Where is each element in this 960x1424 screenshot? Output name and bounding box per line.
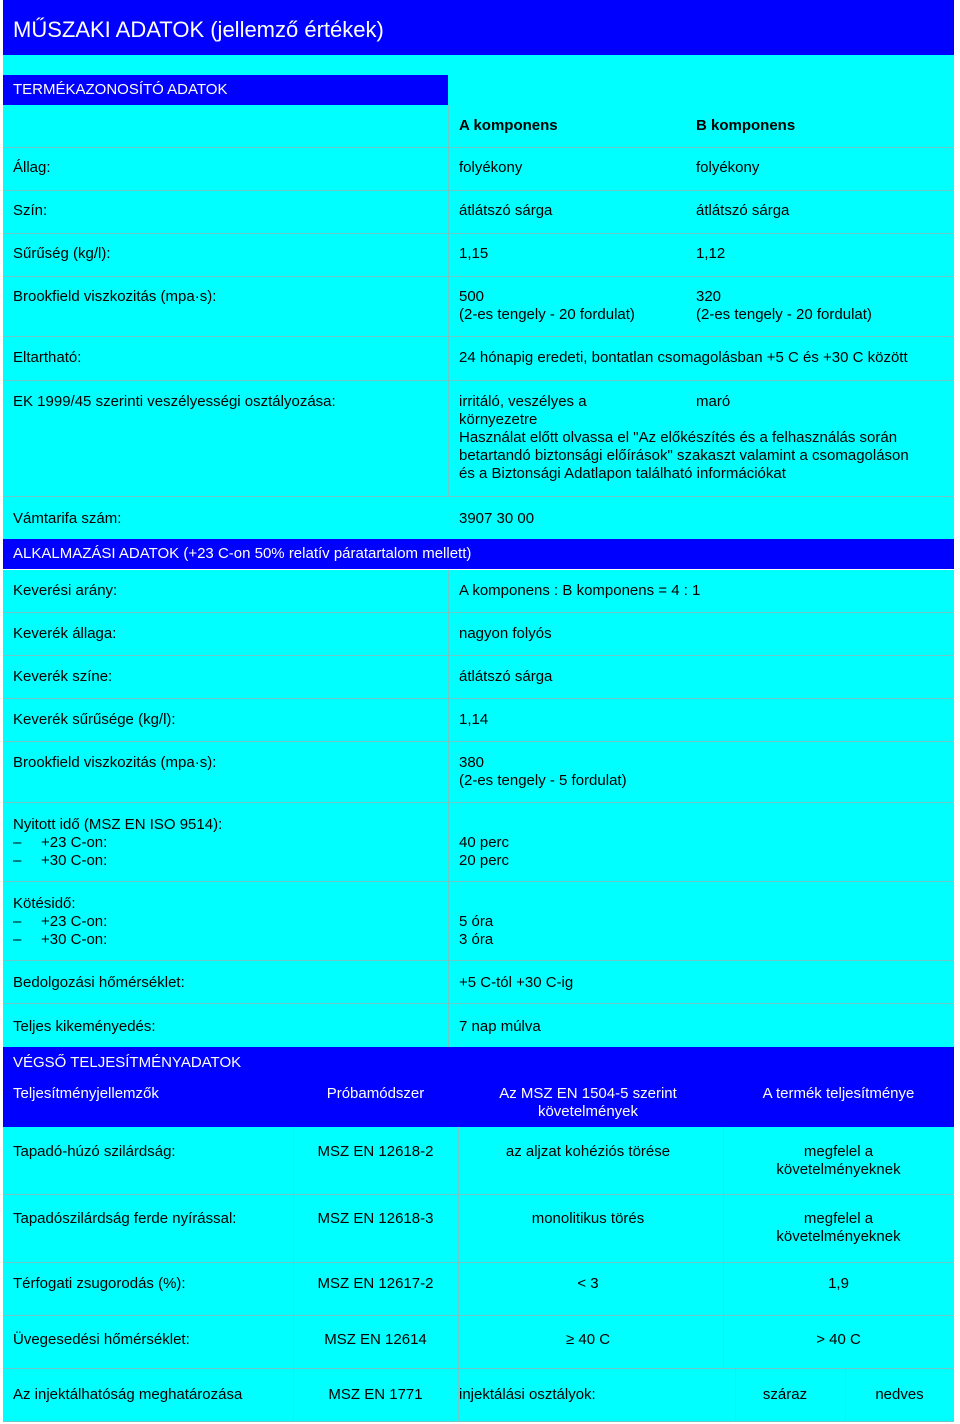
set-time-value: 5 óra (459, 913, 494, 930)
product-row (3, 148, 954, 191)
cure-label: Teljes kikeményedés: (13, 1018, 156, 1035)
perf-row-result: 1,9 (828, 1275, 849, 1292)
dash-icon: – (13, 852, 22, 869)
application-row-label: Keverék színe: (13, 668, 113, 685)
section-performance-header (3, 1047, 954, 1127)
perf-row-method: MSZ EN 12617-2 (317, 1275, 434, 1292)
application-row (3, 570, 954, 613)
perf-row-method: MSZ EN 1771 (328, 1386, 423, 1403)
column-divider (448, 105, 449, 497)
dash-icon: – (13, 913, 22, 930)
perf-row-name: Üvegesedési hőmérséklet: (13, 1331, 190, 1348)
storage-row (3, 337, 954, 381)
product-row-label: Szín: (13, 202, 48, 219)
perf-row-result-cont: követelményeknek (776, 1161, 901, 1178)
section-product-header (3, 75, 448, 105)
open-time-sub: +30 C-on: (41, 852, 108, 869)
perf-row-name: Tapadószilárdság ferde nyírással: (13, 1210, 237, 1227)
perf-row-result: megfelel a (803, 1143, 874, 1160)
hazard-a: irritáló, veszélyes a (459, 393, 587, 410)
section-product-header-fill (448, 55, 954, 105)
perf-row (3, 1316, 954, 1369)
application-row (3, 742, 954, 803)
hazard-a-cont: környezetre (459, 411, 538, 428)
customs-value: 3907 30 00 (459, 510, 535, 527)
open-time-value: 40 perc (459, 834, 510, 851)
title-gap-fill (3, 55, 448, 75)
product-row-label: Brookfield viszkozitás (mpa·s): (13, 288, 217, 305)
perf-divider (293, 1127, 294, 1421)
perf-divider (723, 1127, 724, 1369)
perf-row-method: MSZ EN 12618-3 (317, 1210, 434, 1227)
page-title-bar (3, 0, 954, 55)
perf-row-result: megfelel a (803, 1210, 874, 1227)
application-row (3, 613, 954, 656)
product-row-a: 1,15 (459, 245, 489, 262)
application-row-value: 380 (459, 754, 485, 771)
product-columns-row (3, 105, 954, 148)
perf-row-name: Az injektálhatóság meghatározása (13, 1386, 243, 1403)
section-performance-title: VÉGSŐ TELJESÍTMÉNYADATOK (13, 1054, 242, 1071)
product-row-b: folyékony (696, 159, 760, 176)
perf-col-name: Teljesítményjellemzők (13, 1085, 159, 1102)
perf-col-req: Az MSZ EN 1504-5 szerint (499, 1085, 677, 1102)
perf-row-dry: száraz (762, 1386, 808, 1403)
perf-row-method: MSZ EN 12618-2 (317, 1143, 434, 1160)
product-row-label: Állag: (13, 159, 51, 176)
perf-row-req: < 3 (577, 1275, 599, 1292)
perf-col-req-cont: követelmények (537, 1103, 639, 1120)
hazard-note-line: betartandó biztonsági előírások" szakaszt valamint a csomagoláson (459, 447, 909, 464)
product-row-a: átlátszó sárga (459, 202, 553, 219)
cure-row (3, 1004, 954, 1047)
column-divider (448, 570, 449, 1047)
application-row (3, 699, 954, 742)
product-row (3, 234, 954, 277)
open-time-value: 20 perc (459, 852, 510, 869)
perf-row (3, 1263, 954, 1316)
col-a-header: A komponens (459, 117, 558, 134)
perf-row-method: MSZ EN 12614 (324, 1331, 427, 1348)
application-row-value-detail: (2-es tengely - 5 fordulat) (459, 772, 627, 789)
hazard-label: EK 1999/45 szerinti veszélyességi osztályozása: (13, 393, 336, 410)
hazard-note-line: Használat előtt olvassa el "Az előkészítés és a felhasználás során (459, 429, 898, 446)
product-row (3, 277, 954, 337)
customs-row (3, 497, 954, 539)
open-time-row (3, 803, 954, 882)
hazard-row (3, 381, 954, 497)
cure-value: 7 nap múlva (459, 1018, 541, 1035)
section-application-header (3, 539, 954, 569)
dash-icon: – (13, 931, 22, 948)
application-row-label: Brookfield viszkozitás (mpa·s): (13, 754, 217, 771)
section-application-title: ALKALMAZÁSI ADATOK (+23 C-on 50% relatív páratartalom mellett) (13, 545, 472, 562)
work-temp-label: Bedolgozási hőmérséklet: (13, 974, 185, 991)
product-row-a-detail: (2-es tengely - 20 fordulat) (459, 306, 635, 323)
perf-row-last (3, 1369, 954, 1422)
product-row-b: 320 (696, 288, 722, 305)
set-time-label: Kötésidő: (13, 895, 76, 912)
application-row-value: átlátszó sárga (459, 668, 553, 685)
work-temp-row (3, 961, 954, 1004)
application-row-value: nagyon folyós (459, 625, 552, 642)
customs-label: Vámtarifa szám: (13, 510, 122, 527)
perf-row-name: Tapadó-húzó szilárdság: (13, 1143, 176, 1160)
set-time-sub: +23 C-on: (41, 913, 108, 930)
product-row-a: 500 (459, 288, 485, 305)
set-time-sub: +30 C-on: (41, 931, 108, 948)
application-row-label: Keverési arány: (13, 582, 118, 599)
set-time-row (3, 882, 954, 961)
hazard-b: maró (696, 393, 731, 410)
product-row-label: Sűrűség (kg/l): (13, 245, 111, 262)
perf-row-wet: nedves (875, 1386, 924, 1403)
perf-col-result: A termék teljesítménye (762, 1085, 915, 1102)
dash-icon: – (13, 834, 22, 851)
perf-row-req: az aljzat kohéziós törése (505, 1143, 671, 1160)
open-time-sub: +23 C-on: (41, 834, 108, 851)
perf-row (3, 1127, 954, 1195)
perf-row-name: Térfogati zsugorodás (%): (13, 1275, 186, 1292)
cell-divider (735, 1369, 736, 1421)
product-row-b-detail: (2-es tengely - 20 fordulat) (696, 306, 872, 323)
set-time-value: 3 óra (459, 931, 494, 948)
perf-row-req: injektálási osztályok: (459, 1386, 596, 1403)
cell-divider (845, 1369, 846, 1421)
product-row (3, 191, 954, 234)
application-row-value: A komponens : B komponens = 4 : 1 (459, 582, 701, 599)
application-row-label: Keverék sűrűsége (kg/l): (13, 711, 176, 728)
hazard-note-line: és a Biztonsági Adatlapon található információkat (459, 465, 786, 482)
product-row-b: átlátszó sárga (696, 202, 790, 219)
storage-label: Eltartható: (13, 349, 82, 366)
application-row-value: 1,14 (459, 711, 489, 728)
perf-row (3, 1195, 954, 1263)
work-temp-value: +5 C-tól +30 C-ig (459, 974, 574, 991)
application-row-label: Keverék állaga: (13, 625, 117, 642)
storage-value: 24 hónapig eredeti, bontatlan csomagolásban +5 C és +30 C között (459, 349, 908, 366)
open-time-label: Nyitott idő (MSZ EN ISO 9514): (13, 816, 223, 833)
perf-row-req: monolitikus törés (531, 1210, 645, 1227)
product-row-b: 1,12 (696, 245, 726, 262)
col-b-header: B komponens (696, 117, 796, 134)
section-product-title: TERMÉKAZONOSÍTÓ ADATOK (13, 81, 228, 98)
product-row-a: folyékony (459, 159, 523, 176)
perf-row-req: ≥ 40 C (565, 1331, 611, 1348)
perf-row-result-cont: követelményeknek (776, 1228, 901, 1245)
application-row (3, 656, 954, 699)
page-title: MŰSZAKI ADATOK (jellemző értékek) (13, 17, 384, 42)
perf-divider (458, 1127, 459, 1421)
perf-row-result: > 40 C (816, 1331, 861, 1348)
perf-col-method: Próbamódszer (326, 1085, 425, 1102)
